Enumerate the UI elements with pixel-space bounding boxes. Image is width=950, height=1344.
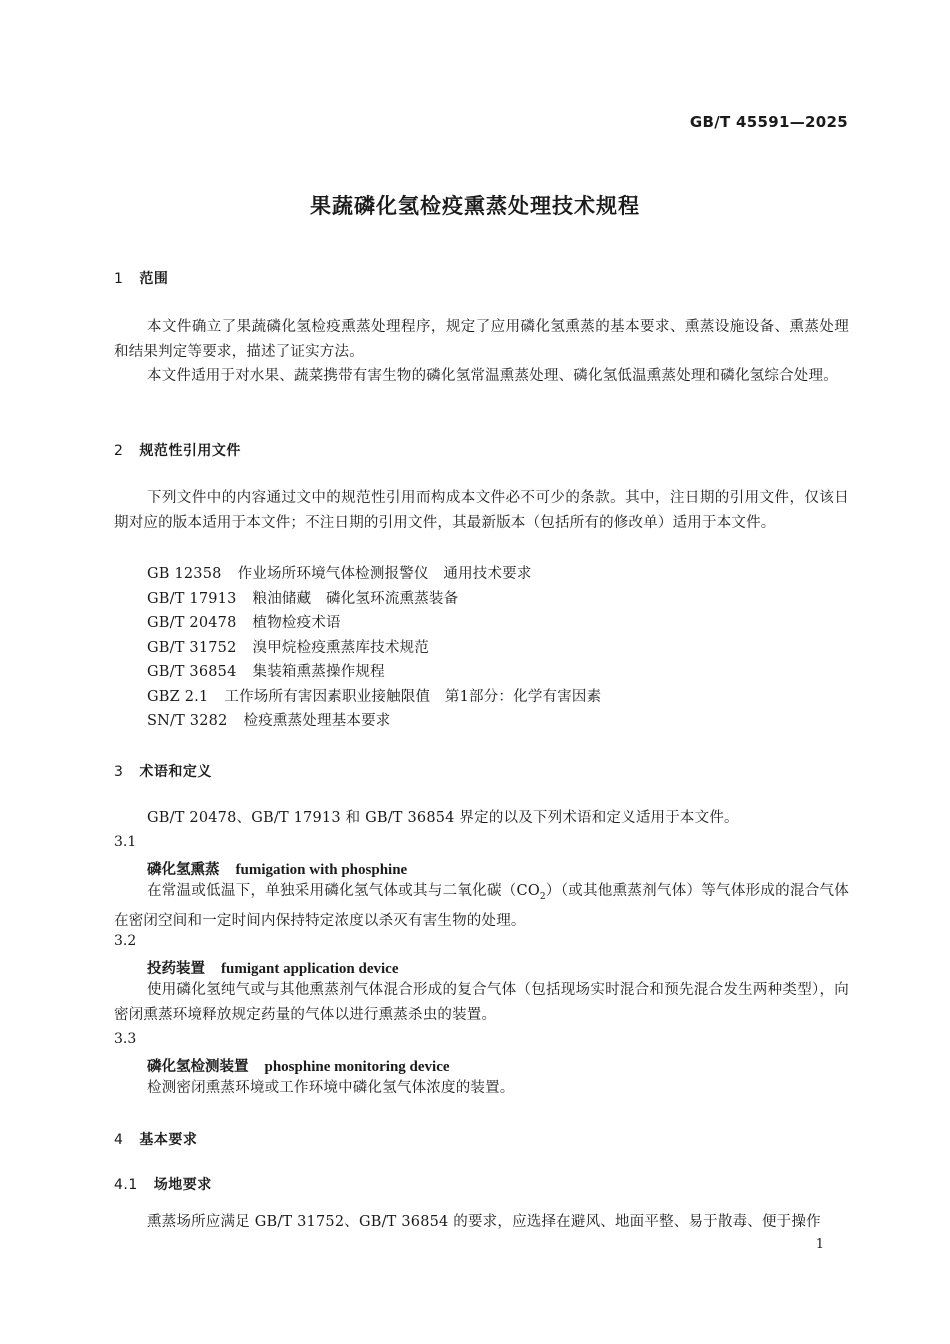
term-english: fumigant application device <box>221 961 399 977</box>
term-chinese: 投药装置 <box>147 961 205 977</box>
section-number: 3 <box>114 764 124 780</box>
term-number: 3.1 <box>114 834 137 850</box>
reference-item <box>147 562 532 583</box>
reference-item <box>147 636 429 657</box>
section-title: 术语和定义 <box>139 764 212 780</box>
section-2-heading <box>114 440 241 460</box>
page-number: 1 <box>815 1237 824 1252</box>
definition-text: 在常温或低温下，单独采用磷化氢气体或其与二氧化碳（CO <box>147 883 540 899</box>
term-number: 3.3 <box>114 1031 137 1047</box>
term-title <box>147 858 407 879</box>
term-definition: 使用磷化氢纯气或与其他熏蒸剂气体混合形成的复合气体（包括现场实时混合和预先混合发生两种类型），向密闭熏蒸环境释放规定药量的气体以进行熏蒸杀虫的装置。 <box>114 982 849 1023</box>
reference-title: 植物检疫术语 <box>252 615 341 631</box>
reference-title: 检疫熏蒸处理基本要求 <box>243 713 391 729</box>
section-2-paragraph: 下列文件中的内容通过文中的规范性引用而构成本文件必不可少的条款。其中，注日期的引用文件，仅该日期对应的版本适用于本文件；不注日期的引用文件，其最新版本（包括所有的修改单）适用于本文件。 <box>114 490 849 531</box>
subscript: 2 <box>539 891 546 902</box>
section-number: 4 <box>114 1132 124 1148</box>
subsection-4-1-heading <box>114 1174 212 1194</box>
term-chinese: 磷化氢检测装置 <box>147 1059 249 1075</box>
term-title <box>147 1055 450 1076</box>
definition-text: ）（或其他熏蒸剂气体）等气体形成的混合气体在密闭空间和一定时间内保持特定浓度以杀灭有害生物的处理。 <box>114 883 849 930</box>
reference-item <box>147 660 385 681</box>
reference-item <box>147 587 458 608</box>
reference-code: SN/T 3282 <box>147 713 228 729</box>
reference-title: 工作场所有害因素职业接触限值 第1部分：化学有害因素 <box>224 689 602 705</box>
section-number: 1 <box>114 271 124 287</box>
section-4-heading <box>114 1129 197 1149</box>
reference-code: GB/T 31752 <box>147 640 237 656</box>
section-title: 规范性引用文件 <box>139 443 241 459</box>
reference-title: 粮油储藏 磷化氢环流熏蒸装备 <box>252 591 459 607</box>
section-title: 范围 <box>139 271 169 287</box>
section-1-paragraph-1: 本文件确立了果蔬磷化氢检疫熏蒸处理程序，规定了应用磷化氢熏蒸的基本要求、熏蒸设施设备、熏蒸处理和结果判定等要求，描述了证实方法。 <box>114 319 849 360</box>
reference-item <box>147 709 391 730</box>
reference-item <box>147 685 601 706</box>
section-1-heading <box>114 268 168 288</box>
document-title: 果蔬磷化氢检疫熏蒸处理技术规程 <box>310 194 640 218</box>
reference-code: GBZ 2.1 <box>147 689 209 705</box>
subsection-title: 场地要求 <box>153 1177 212 1193</box>
reference-code: GB/T 36854 <box>147 664 237 680</box>
section-number: 2 <box>114 443 124 459</box>
subsection-4-1-paragraph: 熏蒸场所应满足 GB/T 31752、GB/T 36854 的要求，应选择在避风、地面平整、易于散毒、便于操作 <box>147 1214 821 1230</box>
section-3-heading <box>114 761 212 781</box>
section-title: 基本要求 <box>139 1132 198 1148</box>
reference-title: 溴甲烷检疫熏蒸库技术规范 <box>252 640 429 656</box>
section-3-paragraph: GB/T 20478、GB/T 17913 和 GB/T 36854 界定的以及下列术语和定义适用于本文件。 <box>147 810 739 826</box>
term-number: 3.2 <box>114 933 137 949</box>
reference-code: GB/T 17913 <box>147 591 237 607</box>
term-definition <box>114 879 849 934</box>
reference-title: 作业场所环境气体检测报警仪 通用技术要求 <box>237 566 532 582</box>
term-english: phosphine monitoring device <box>264 1059 450 1075</box>
term-english: fumigation with phosphine <box>235 862 408 878</box>
reference-title: 集装箱熏蒸操作规程 <box>252 664 385 680</box>
reference-code: GB 12358 <box>147 566 222 582</box>
term-title <box>147 957 399 978</box>
reference-code: GB/T 20478 <box>147 615 237 631</box>
term-definition: 检测密闭熏蒸环境或工作环境中磷化氢气体浓度的装置。 <box>147 1080 515 1096</box>
term-chinese: 磷化氢熏蒸 <box>147 862 220 878</box>
reference-item <box>147 611 341 632</box>
subsection-number: 4.1 <box>114 1177 138 1193</box>
section-1-paragraph-2: 本文件适用于对水果、蔬菜携带有害生物的磷化氢常温熏蒸处理、磷化氢低温熏蒸处理和磷化氢综合处理。 <box>147 368 838 384</box>
standard-code: GB/T 45591—2025 <box>689 113 848 131</box>
